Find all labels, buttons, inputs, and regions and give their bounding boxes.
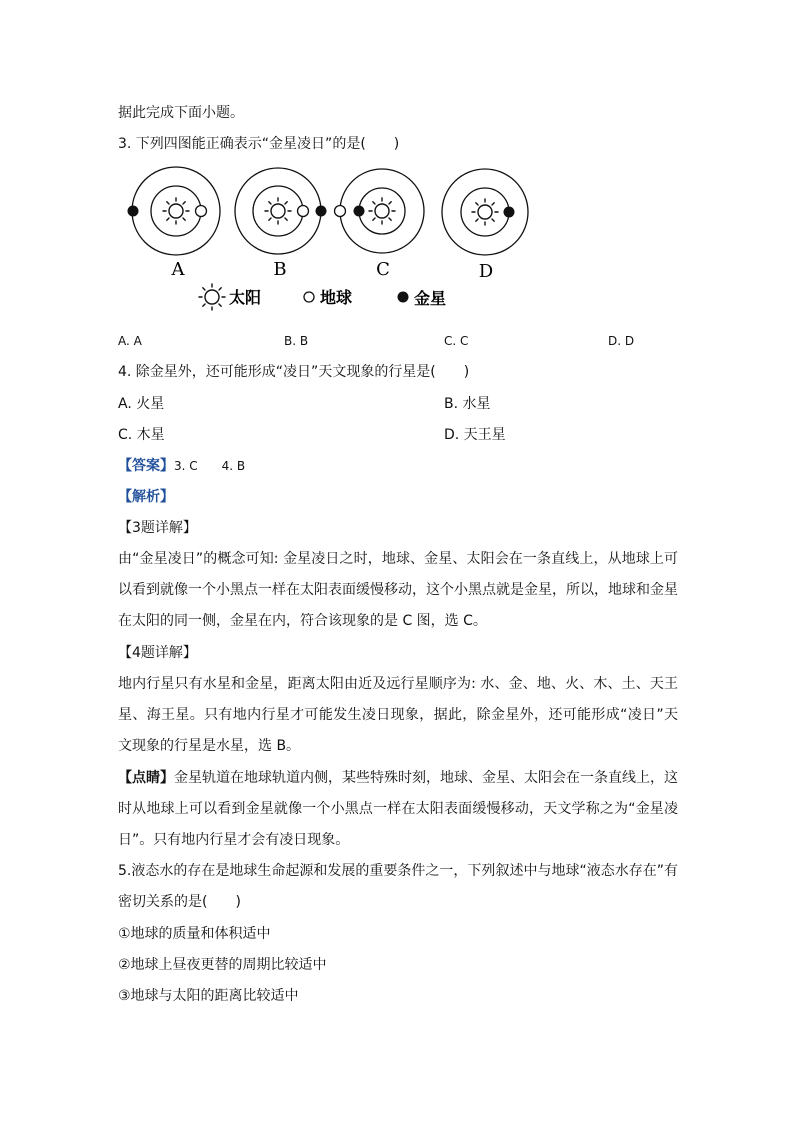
- diagram-label-a: A: [171, 259, 185, 280]
- analysis-tag: 【解析】: [118, 489, 174, 505]
- earth-marker: [298, 206, 309, 217]
- sun-icon: [199, 284, 225, 310]
- sun-icon: [163, 198, 189, 224]
- q3-detail-text: 由“金星凌日”的概念可知: 金星凌日之时，地球、金星、太阳会在一条直线上，从地球上可以看到就像一个小黑点一样在太阳表面缓慢移动，这个小黑点就是金星，所以，地球和金星在太阳的同一侧，金星在内，符合该现象的是 C 图，选 C。: [118, 551, 678, 629]
- tip-paragraph: [118, 763, 678, 856]
- q4-option-a: A. 火星: [118, 396, 165, 412]
- diagram-b: [235, 168, 327, 280]
- question-3-stem: 3. 下列四图能正确表示“金星凌日”的是( ): [118, 136, 400, 152]
- diagram-label-b: B: [273, 259, 287, 280]
- answer-line: [118, 456, 245, 476]
- venus-marker: [354, 206, 365, 217]
- venus-marker: [398, 292, 409, 303]
- q4-option-b: B. 水星: [444, 396, 491, 412]
- q3-option-a: A. A: [118, 334, 142, 348]
- intro-text: 据此完成下面小题。: [118, 105, 244, 121]
- question-4-stem: 4. 除金星外，还可能形成“凌日”天文现象的行星是( ): [118, 364, 470, 380]
- earth-marker: [196, 206, 207, 217]
- diagram-legend: [199, 284, 446, 310]
- legend-sun-label: 太阳: [229, 288, 262, 307]
- diagram-label-d: D: [478, 261, 494, 282]
- q3-option-b: B. B: [284, 334, 309, 348]
- answer-text: 3. C 4. B: [174, 459, 246, 473]
- q4-detail-text: 地内行星只有水星和金星，距离太阳由近及远行星顺序为: 水、金、地、火、木、土、天王星、海王星。只有地内行星才可能发生凌日现象，据此，除金星外，还可能形成“凌日”天文现象的行星是水星，选 B。: [118, 676, 678, 754]
- venus-transit-diagrams: [0, 0, 794, 320]
- q5-item-3: ③地球与太阳的距离比较适中: [118, 988, 299, 1004]
- earth-marker: [304, 292, 314, 302]
- diagram-label-c: C: [376, 259, 390, 280]
- sun-icon: [369, 198, 395, 224]
- sun-icon: [472, 199, 498, 225]
- tip-tag: 【点睛】: [118, 770, 174, 786]
- q5-item-2: ②地球上昼夜更替的周期比较适中: [118, 957, 327, 973]
- q4-detail-tag: 【4题详解】: [118, 645, 197, 661]
- earth-marker: [335, 206, 346, 217]
- sun-icon: [265, 198, 291, 224]
- venus-marker: [128, 206, 139, 217]
- diagram-c: [335, 169, 425, 280]
- q3-detail-tag: 【3题详解】: [118, 520, 197, 536]
- diagram-a: [128, 167, 221, 280]
- legend-earth-label: 地球: [320, 288, 353, 307]
- q5-item-1: ①地球的质量和体积适中: [118, 926, 271, 942]
- q3-option-d: D. D: [608, 334, 635, 348]
- diagram-d: [442, 169, 528, 282]
- q4-option-d: D. 天王星: [444, 427, 506, 443]
- venus-marker: [504, 207, 515, 218]
- question-5-stem: 5.液态水的存在是地球生命起源和发展的重要条件之一，下列叙述中与地球“液态水存在”有密切关系的是( ): [118, 863, 678, 910]
- q3-option-c: C. C: [444, 334, 469, 348]
- venus-marker: [316, 206, 327, 217]
- q4-option-c: C. 木星: [118, 427, 165, 443]
- legend-venus-label: 金星: [414, 289, 447, 308]
- tip-text: 金星轨道在地球轨道内侧，某些特殊时刻，地球、金星、太阳会在一条直线上，这时从地球上可以看到金星就像一个小黑点一样在太阳表面缓慢移动，天文学称之为“金星凌日”。只有地内行星才会有凌日现象。: [118, 770, 678, 848]
- answer-tag: 【答案】: [118, 458, 174, 474]
